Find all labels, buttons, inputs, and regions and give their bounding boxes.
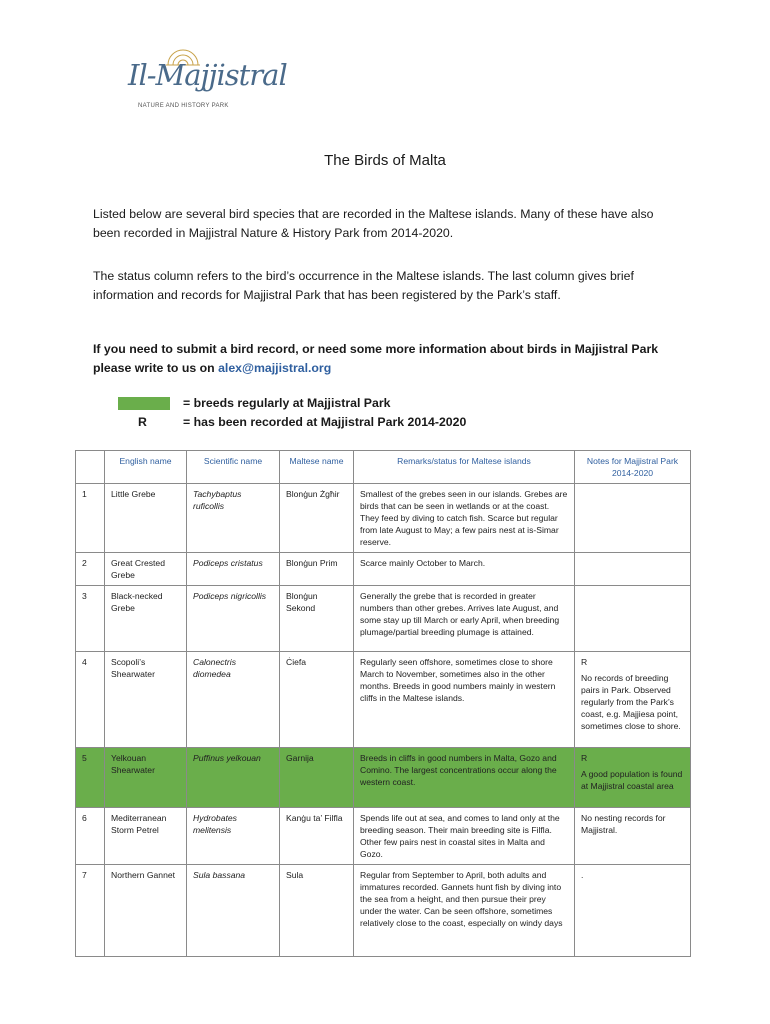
scientific-name-cell: Sula bassana: [187, 865, 280, 957]
scientific-name-cell: Podiceps nigricollis: [187, 586, 280, 652]
contact-paragraph: [93, 340, 683, 378]
scientific-name-cell: Tachybaptus ruficollis: [187, 484, 280, 553]
english-name-cell: Great Crested Grebe: [105, 553, 187, 586]
scientific-name-cell: Calonectris diomedea: [187, 652, 280, 748]
park-logo: [128, 48, 287, 116]
header-scientific-name: Scientific name: [187, 451, 280, 484]
scientific-name-cell: Hydrobates melitensis: [187, 808, 280, 865]
notes-text: No records of breeding pairs in Park. Observed regularly from the Park’s coast, e.g. Majjiesa point, sometimes close to shore.: [581, 673, 681, 731]
row-number: 7: [76, 865, 105, 957]
recorded-marker: R: [581, 753, 588, 763]
header-number: [76, 451, 105, 484]
header-maltese-name: Maltese name: [280, 451, 354, 484]
table-row: [76, 865, 691, 957]
notes-cell: [575, 652, 691, 748]
table-row: [76, 808, 691, 865]
legend-r-text: = has been recorded at Majjistral Park 2014-2020: [183, 415, 467, 429]
remarks-cell: Smallest of the grebes seen in our islands. Grebes are birds that can be seen in wetlands or at the coast. They feed by diving to catch fish. Scarce but regular from late August to May; a few pairs nest at is-Simar reserve.: [354, 484, 575, 553]
intro-paragraph-1: Listed below are several bird species that are recorded in the Maltese islands. Many of these have also been recorded in Majjistral Nature & History Park from 2014-2020.: [93, 207, 654, 240]
remarks-cell: Scarce mainly October to March.: [354, 553, 575, 586]
remarks-cell: Regularly seen offshore, sometimes close to shore March to November, sometimes also in the other months. Breeds in good numbers mainly in western cliffs in the Maltese islands.: [354, 652, 575, 748]
legend-green-text: = breeds regularly at Majjistral Park: [183, 396, 391, 410]
remarks-cell: Spends life out at sea, and comes to land only at the breeding season. Their main breeding site is Filfla. Other few pairs nest in coastal sites in Malta and Gozo.: [354, 808, 575, 865]
header-remarks: Remarks/status for Maltese islands: [354, 451, 575, 484]
logo-name: Il-Majjistral: [128, 58, 287, 92]
row-number: 1: [76, 484, 105, 553]
intro-paragraph-2: The status column refers to the bird’s occurrence in the Maltese islands. The last column gives brief information and records for Majjistral Park that has been registered by the Park’s staff.: [93, 269, 634, 302]
recorded-marker: R: [581, 657, 588, 667]
legend-r-symbol: R: [138, 415, 147, 429]
english-name-cell: Mediterranean Storm Petrel: [105, 808, 187, 865]
notes-text: A good population is found at Majjistral coastal area: [581, 769, 683, 791]
remarks-cell: Regular from September to April, both adults and immatures recorded. Gannets hunt fish by diving into the sea from a height, and then pursue their prey under the water. Can be seen offshore, sometimes relatively close to the coast, especially on windy days: [354, 865, 575, 957]
scientific-name-cell: Puffinus yelkouan: [187, 748, 280, 808]
row-number: 4: [76, 652, 105, 748]
page-title: The Birds of Malta: [324, 152, 446, 169]
notes-cell: [575, 865, 691, 957]
birds-table: [75, 450, 691, 957]
maltese-name-cell: Kanġu ta’ Filfla: [280, 808, 354, 865]
maltese-name-cell: Sula: [280, 865, 354, 957]
maltese-name-cell: Blonġun Prim: [280, 553, 354, 586]
table-row: [76, 748, 691, 808]
maltese-name-cell: Ċiefa: [280, 652, 354, 748]
maltese-name-cell: Garnija: [280, 748, 354, 808]
english-name-cell: Little Grebe: [105, 484, 187, 553]
email-link[interactable]: alex@majjistral.org: [218, 361, 332, 375]
maltese-name-cell: Blonġun Sekond: [280, 586, 354, 652]
legend-green-swatch: [118, 397, 170, 410]
logo-subtitle: NATURE AND HISTORY PARK: [138, 103, 229, 109]
header-notes: Notes for Majjistral Park 2014-2020: [575, 451, 691, 484]
english-name-cell: Northern Gannet: [105, 865, 187, 957]
notes-cell: [575, 748, 691, 808]
contact-text: If you need to submit a bird record, or need some more information about birds in Majjistral Park please write to us on: [93, 342, 659, 375]
maltese-name-cell: Blonġun Żgħir: [280, 484, 354, 553]
table-header-row: [76, 451, 691, 484]
english-name-cell: Scopoli’s Shearwater: [105, 652, 187, 748]
notes-cell: [575, 553, 691, 586]
row-number: 5: [76, 748, 105, 808]
notes-cell: [575, 808, 691, 865]
table-row: [76, 652, 691, 748]
notes-text: No nesting records for Majjistral.: [581, 813, 666, 835]
notes-cell: [575, 586, 691, 652]
table-row: [76, 586, 691, 652]
scientific-name-cell: Podiceps cristatus: [187, 553, 280, 586]
row-number: 2: [76, 553, 105, 586]
table-row: [76, 484, 691, 553]
english-name-cell: Black-necked Grebe: [105, 586, 187, 652]
remarks-cell: Generally the grebe that is recorded in greater numbers than other grebes. Arrives late August, and some stay up till March or early April, when breeding plumage/partial breeding plumage is attained.: [354, 586, 575, 652]
row-number: 3: [76, 586, 105, 652]
row-number: 6: [76, 808, 105, 865]
header-english-name: English name: [105, 451, 187, 484]
notes-text: .: [581, 870, 584, 880]
english-name-cell: Yelkouan Shearwater: [105, 748, 187, 808]
remarks-cell: Breeds in cliffs in good numbers in Malta, Gozo and Comino. The largest concentrations occur along the western coast.: [354, 748, 575, 808]
notes-cell: [575, 484, 691, 553]
table-row: [76, 553, 691, 586]
